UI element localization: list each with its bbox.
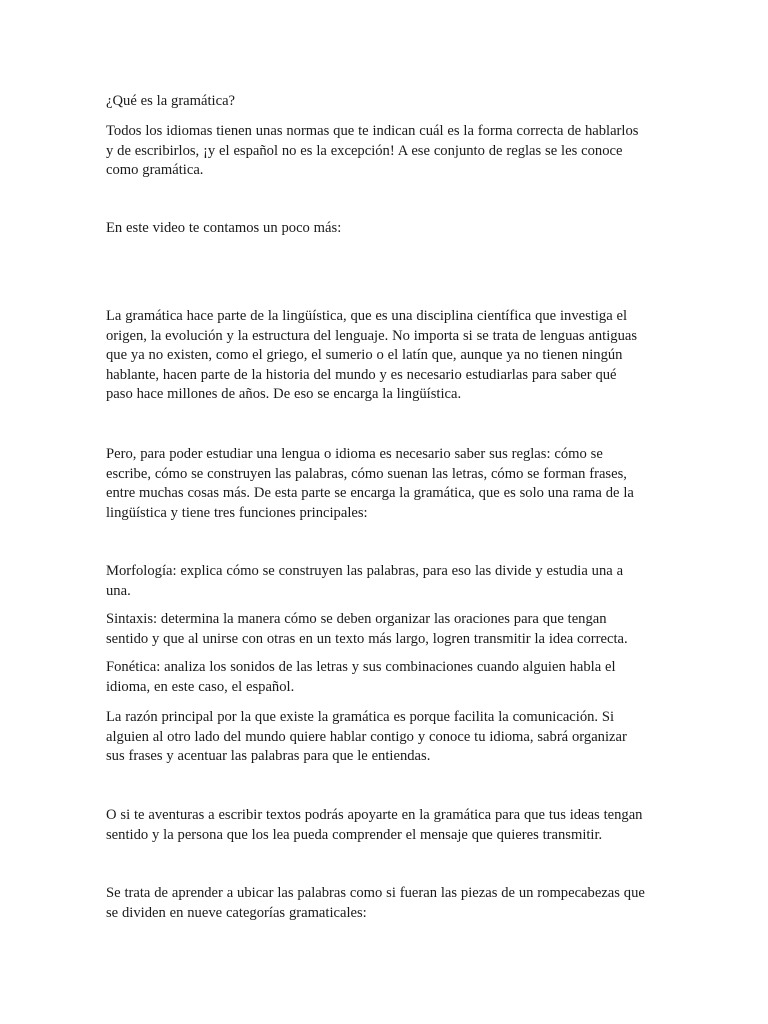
categories-paragraph [106,884,678,923]
writing-paragraph [106,806,678,845]
text-line: sus frases y acentuar las palabras para que le entiendas. [106,748,431,765]
reason-paragraph [106,708,678,767]
text-line: La razón principal por la que existe la gramática es porque facilita la comunicación. Si [106,709,615,725]
text-line: hablante, hacen parte de la historia del mundo y es necesario estudiarlas para saber qué [106,366,617,383]
text-line: La gramática hace parte de la lingüística, que es una disciplina científica que investiga el [106,308,628,324]
text-line: paso hace millones de años. De eso se encarga la lingüística. [106,386,462,403]
phonetics-paragraph [106,658,678,697]
syntax-paragraph [106,610,678,649]
text-line: que ya no existen, como el griego, el sumerio o el latín que, aunque ya no tienen ningún [106,347,623,364]
text-line: Se trata de aprender a ubicar las palabras como si fueran las piezas de un rompecabezas que [106,885,645,901]
text-line: sentido y la persona que los lea pueda comprender el mensaje que quieres transmitir. [106,826,603,843]
text-line: Sintaxis: determina la manera cómo se deben organizar las oraciones para que tengan [106,611,607,627]
text-line: como gramática. [106,162,204,179]
morphology-paragraph [106,562,678,601]
text-line: ¿Qué es la gramática? [106,93,236,109]
video-note [106,219,678,239]
text-line: alguien al otro lado del mundo quiere hablar contigo y conoce tu idioma, sabrá organizar [106,728,627,745]
text-line: y de escribirlos, ¡y el español no es la excepción! A ese conjunto de reglas se les conoce [106,142,623,159]
text-line: se dividen en nueve categorías gramaticales: [106,904,367,921]
text-line: una. [106,582,131,599]
text-line: lingüística y tiene tres funciones principales: [106,504,368,521]
text-line: sentido y que al unirse con otras en un texto más largo, logren transmitir la idea correcta. [106,630,628,647]
document-title [106,92,678,112]
text-line: Pero, para poder estudiar una lengua o idioma es necesario saber sus reglas: cómo se [106,446,603,462]
text-line: O si te aventuras a escribir textos podrás apoyarte en la gramática para que tus ideas tengan [106,807,643,823]
rules-paragraph [106,445,678,523]
text-line: origen, la evolución y la estructura del lenguaje. No importa si se trata de lenguas antiguas [106,327,638,344]
linguistics-paragraph [106,307,678,405]
text-line: Fonética: analiza los sonidos de las letras y sus combinaciones cuando alguien habla el [106,659,616,675]
text-line: escribe, cómo se construyen las palabras, cómo suenan las letras, cómo se forman frases, [106,465,627,482]
text-line: entre muchas cosas más. De esta parte se encarga la gramática, que es solo una rama de la [106,485,634,502]
text-line: Morfología: explica cómo se construyen las palabras, para eso las divide y estudia una a [106,563,624,579]
intro-paragraph [106,122,678,181]
text-line: idioma, en este caso, el español. [106,678,295,695]
text-line: En este video te contamos un poco más: [106,220,342,236]
text-line: Todos los idiomas tienen unas normas que te indican cuál es la forma correcta de hablarlos [106,123,639,139]
